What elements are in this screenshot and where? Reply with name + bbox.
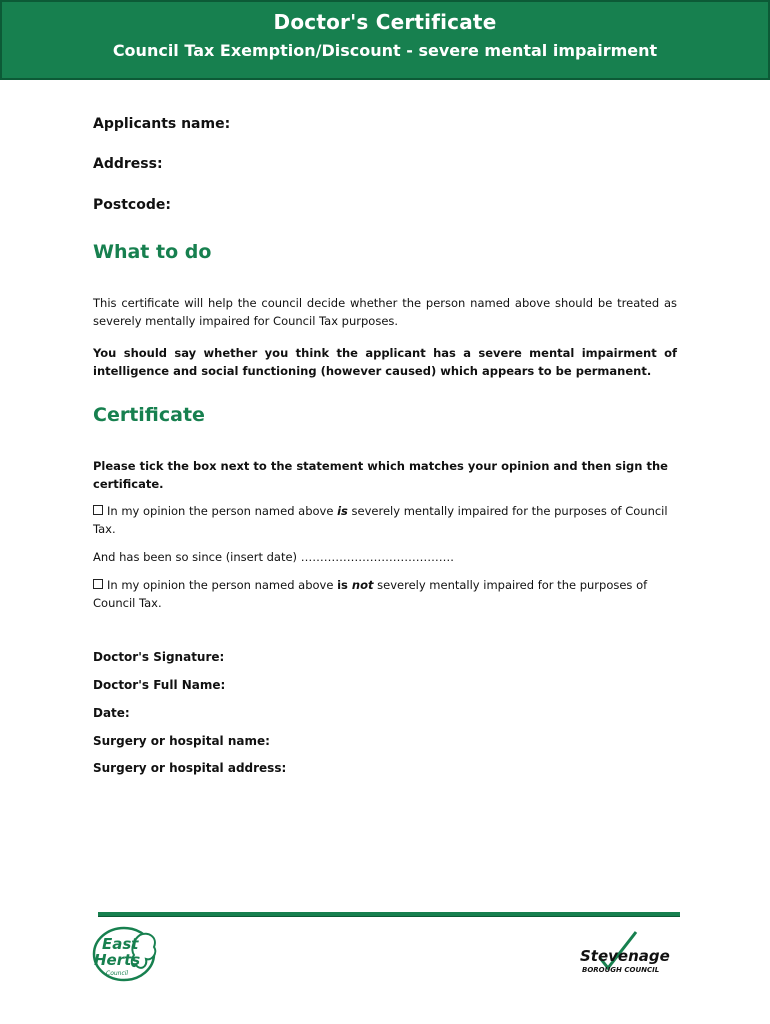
stevenage-logo (578, 928, 678, 976)
doctor-signature-label: Doctor's Signature: (93, 650, 225, 664)
what-to-do-heading: What to do (93, 241, 212, 263)
page-header (0, 0, 770, 80)
postcode-label: Postcode: (93, 197, 171, 213)
page-subtitle: Council Tax Exemption/Discount - severe mental impairment (112, 41, 658, 60)
applicant-name-label: Applicants name: (93, 116, 231, 132)
stevenage-subtitle: BOROUGH COUNCIL (582, 966, 660, 974)
what-to-do-instruction: You should say whether you think the applicant has a severe mental impairment of intelligence and social functioning (however caused) which appears to be permanent. (93, 346, 677, 378)
option-2-bold: is (337, 578, 352, 592)
option-2-text-end: severely mentally impaired for the purposes of Council Tax. (93, 578, 648, 610)
option-not-impaired (93, 576, 677, 612)
page-title: Doctor's Certificate (273, 10, 497, 34)
checkbox-not-impaired[interactable] (93, 579, 103, 589)
surgery-name-label: Surgery or hospital name: (93, 734, 270, 748)
what-to-do-intro: This certificate will help the council decide whether the person named above should be treated as severely mentally impaired for Council Tax purposes. (93, 296, 677, 328)
option-is-impaired (93, 502, 677, 538)
option-1-text-start: In my opinion the person named above (107, 504, 338, 518)
since-date-line: And has been so since (insert date) …………………………………. (93, 550, 454, 564)
option-1-text-end: severely mentally impaired for the purposes of Council Tax. (93, 504, 668, 536)
east-herts-text-2: Herts (94, 951, 141, 969)
option-2-text-start: In my opinion the person named above (107, 578, 338, 592)
east-herts-logo (92, 925, 162, 983)
date-label: Date: (93, 706, 130, 720)
certificate-heading: Certificate (93, 404, 205, 426)
footer-divider (98, 912, 680, 917)
checkbox-is-impaired[interactable] (93, 505, 103, 515)
certificate-instruction: Please tick the box next to the statement which matches your opinion and then sign the certificate. (93, 459, 668, 491)
option-1-emphasis: is (337, 504, 348, 518)
address-label: Address: (93, 156, 163, 172)
east-herts-text-1: East (102, 935, 139, 953)
surgery-address-label: Surgery or hospital address: (93, 761, 287, 775)
option-2-emphasis: not (351, 578, 374, 592)
doctor-full-name-label: Doctor's Full Name: (93, 678, 226, 692)
stevenage-wordmark: Stevenage (580, 947, 670, 965)
east-herts-text-3: Council (106, 970, 129, 977)
